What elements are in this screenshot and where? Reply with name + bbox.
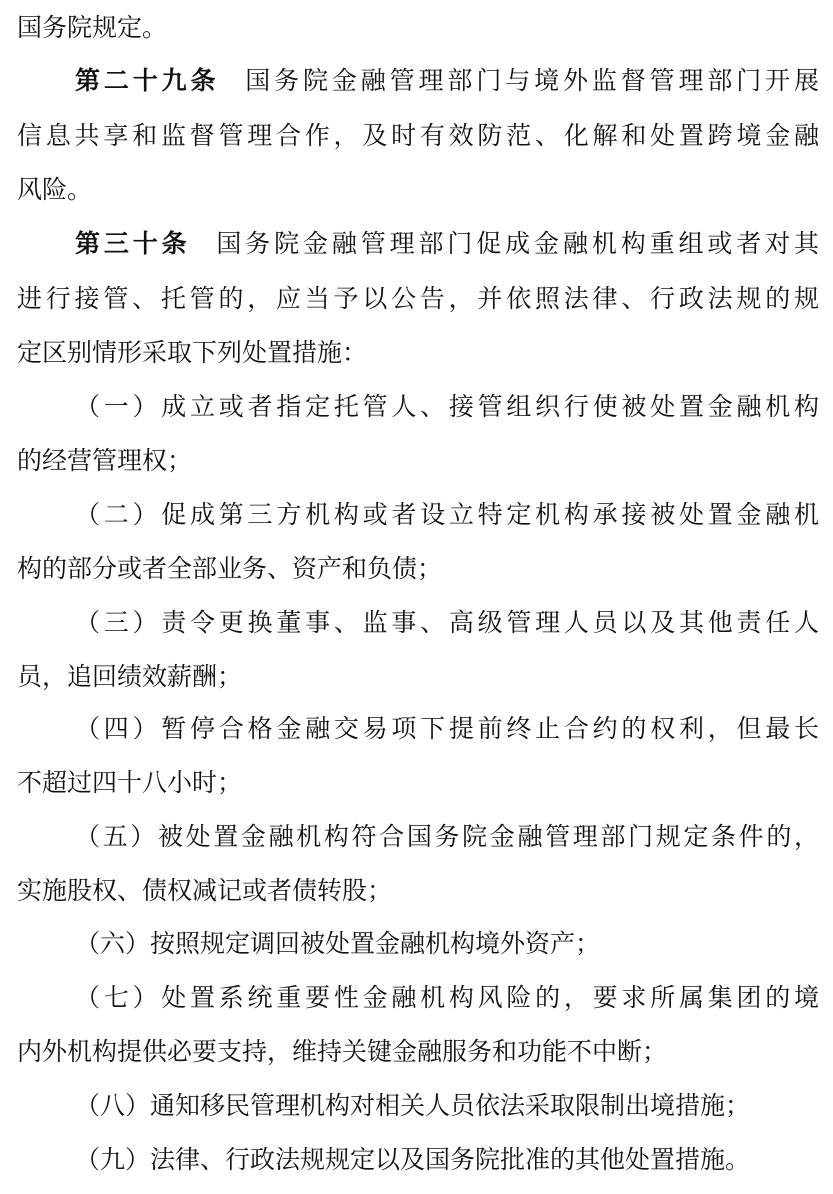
article-29-line-1 [75, 66, 819, 96]
item-9-line-1: （九）法律、行政法规规定以及国务院批准的其他处置措施。 [75, 1145, 751, 1174]
article-29-text-1: 国务院金融管理部门与境外监督管理部门开展 [241, 66, 819, 95]
item-2-line-2: 构的部分或者全部业务、资产和负债； [17, 554, 443, 583]
item-4-line-2: 不超过四十八小时； [17, 768, 243, 797]
item-1-line-2: 的经营管理权； [17, 446, 193, 475]
item-2-line-1: （二）促成第三方机构或者设立特定机构承接被处置金融机 [75, 500, 819, 529]
article-30-text-1: 国务院金融管理部门促成金融机构重组或者对其 [212, 229, 819, 258]
article-29-label: 第二十九条 [75, 66, 220, 95]
intro-tail-line: 国务院规定。 [17, 13, 168, 42]
article-30-line-1 [75, 229, 819, 259]
item-7-line-1: （七）处置系统重要性金融机构风险的，要求所属集团的境 [75, 983, 819, 1012]
item-7-line-2: 内外机构提供必要支持，维持关键金融服务和功能不中断； [17, 1037, 668, 1066]
item-5-line-2: 实施股权、债权减记或者债转股； [17, 876, 393, 905]
article-29-line-3: 风险。 [17, 175, 93, 204]
item-3-line-1: （三）责令更换董事、监事、高级管理人员以及其他责任人 [75, 608, 819, 637]
article-30-label: 第三十条 [75, 229, 191, 258]
item-6-line-1: （六）按照规定调回被处置金融机构境外资产； [75, 929, 601, 958]
article-29-line-2: 信息共享和监督管理合作，及时有效防范、化解和处置跨境金融 [17, 121, 819, 150]
article-30-line-2: 进行接管、托管的，应当予以公告，并依照法律、行政法规的规 [17, 284, 819, 313]
article-30-line-3: 定区别情形采取下列处置措施： [17, 338, 368, 367]
item-5-line-1: （五）被处置金融机构符合国务院金融管理部门规定条件的， [75, 822, 819, 851]
item-3-line-2: 员，追回绩效薪酬； [17, 662, 243, 691]
item-1-line-1: （一）成立或者指定托管人、接管组织行使被处置金融机构 [75, 392, 819, 421]
item-8-line-1: （八）通知移民管理机构对相关人员依法采取限制出境措施； [75, 1091, 751, 1120]
item-4-line-1: （四）暂停合格金融交易项下提前终止合约的权利，但最长 [75, 714, 819, 743]
